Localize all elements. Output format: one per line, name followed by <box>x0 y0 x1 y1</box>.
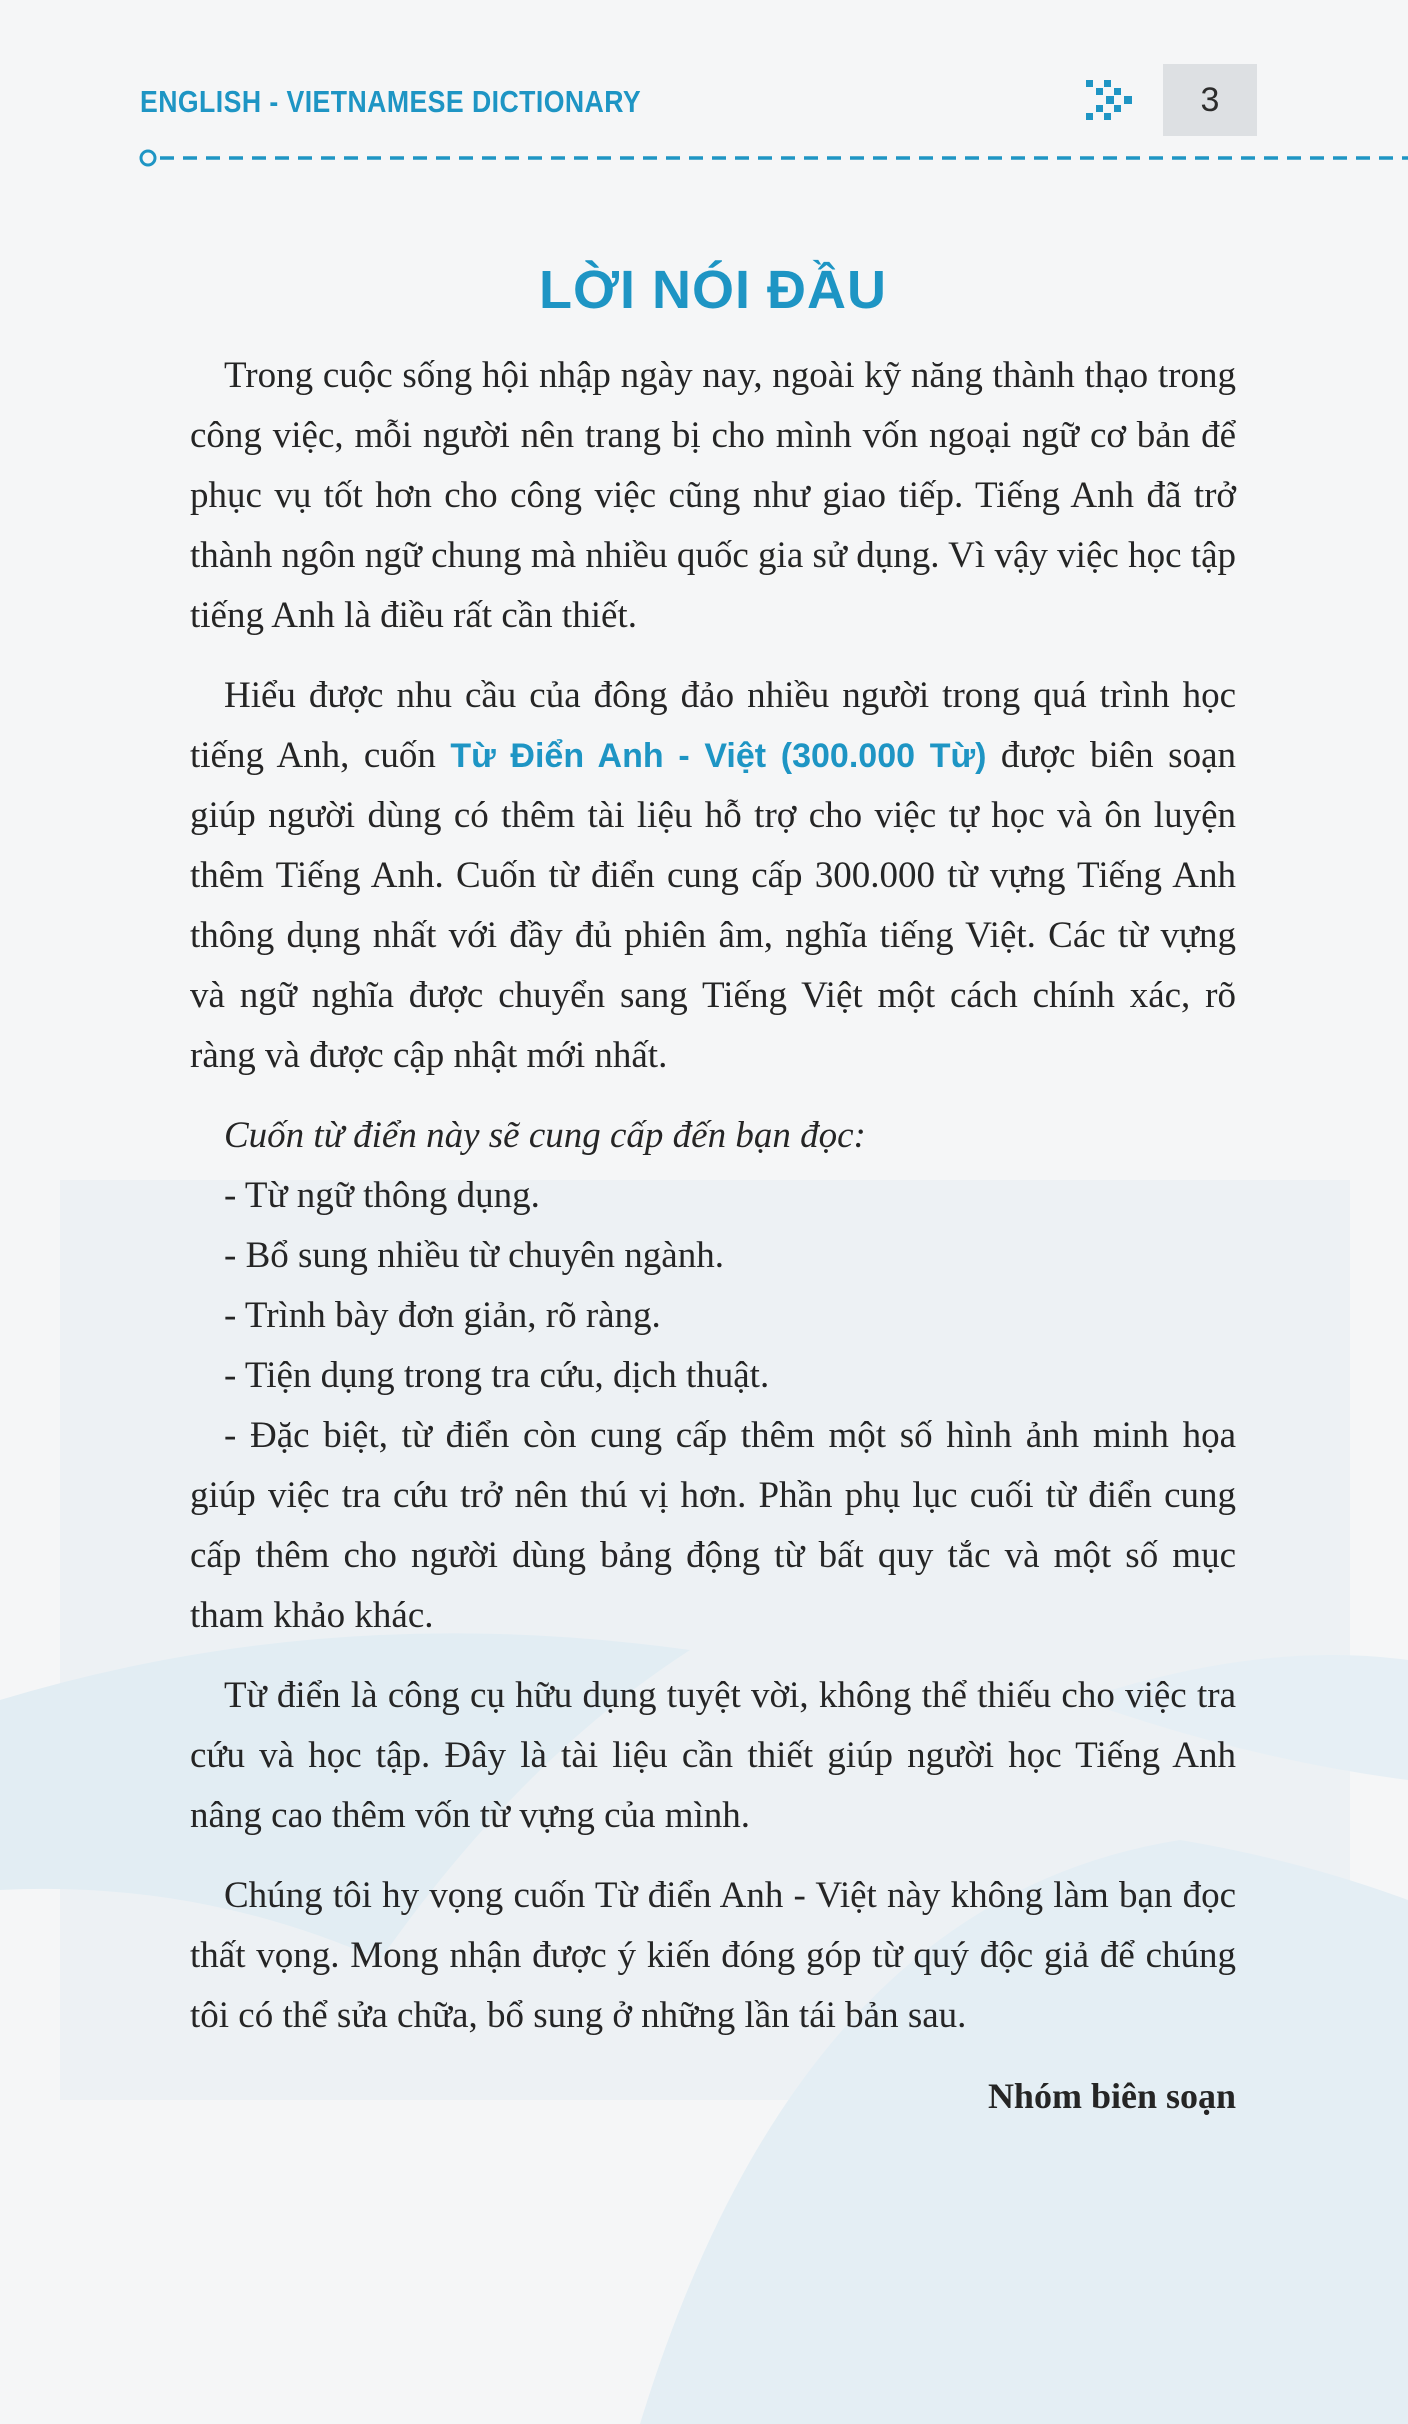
running-title: ENGLISH - VIETNAMESE DICTIONARY <box>140 84 642 119</box>
list-item: - Trình bày đơn giản, rõ ràng. <box>224 1295 661 1336</box>
intro-paragraph: Trong cuộc sống hội nhập ngày nay, ngoài kỹ năng thành thạo trong công việc, mỗi người nên trang bị cho mình vốn ngoại ngữ cơ bản để phục vụ tốt hơn cho công việc cũng như giao tiếp. Tiếng Anh đã trở thành ngôn ngữ chung mà nhiều quốc gia sử dụng. Vì vậy việc học tập tiếng Anh là điều rất cần thiết. <box>190 355 1236 636</box>
closing-paragraph: Chúng tôi hy vọng cuốn Từ điển Anh - Việt này không làm bạn đọc thất vọng. Mong nhận được ý kiến đóng góp từ quý độc giả để chúng tôi có thể sửa chữa, bổ sung ở những lần tái bản sau. <box>190 1875 1236 2036</box>
features-list <box>190 1166 1236 1646</box>
header-dashed-rule <box>138 148 1408 168</box>
chevrons-right-icon <box>1086 78 1136 122</box>
dictionary-description-paragraph <box>190 666 1236 1086</box>
signature: Nhóm biên soạn <box>987 2076 1236 2116</box>
page-header <box>0 0 1408 180</box>
paragraph-text-end: được biên soạn giúp người dùng có thêm tài liệu hỗ trợ cho việc tự học và ôn luyện thêm Tiếng Anh. Cuốn từ điển cung cấp 300.000 từ vựng Tiếng Anh thông dụng nhất với đầy đủ phiên âm, nghĩa tiếng Việt. Các từ vựng và ngữ nghĩa được chuyển sang Tiếng Việt một cách chính xác, rõ ràng và được cập nhật mới nhất. <box>190 735 1236 1076</box>
list-item: - Tiện dụng trong tra cứu, dịch thuật. <box>224 1355 770 1396</box>
page-number-box <box>1163 64 1257 136</box>
features-intro: Cuốn từ điển này sẽ cung cấp đến bạn đọc: <box>224 1115 866 1156</box>
dictionary-title-highlight: Từ Điển Anh - Việt (300.000 Từ) <box>450 737 987 775</box>
list-item: - Đặc biệt, từ điển còn cung cấp thêm một số hình ảnh minh họa giúp việc tra cứu trở nên thú vị hơn. Phần phụ lục cuối từ điển cung cấp thêm cho người dùng bảng động từ bất quy tắc và một số mục tham khảo khác. <box>190 1415 1236 1636</box>
paragraph-text-start: Hiểu được nhu cầu của đông đảo nhiều người trong quá trình học tiếng Anh, cuốn <box>190 675 1236 776</box>
preface-content <box>190 252 1236 2126</box>
list-item: - Từ ngữ thông dụng. <box>224 1175 540 1216</box>
usefulness-paragraph: Từ điển là công cụ hữu dụng tuyệt vời, không thể thiếu cho việc tra cứu và học tập. Đây là tài liệu cần thiết giúp người học Tiếng Anh nâng cao thêm vốn từ vựng của mình. <box>190 1675 1236 1836</box>
list-item: - Bổ sung nhiều từ chuyên ngành. <box>224 1235 724 1276</box>
preface-title: LỜI NÓI ĐẦU <box>538 260 888 320</box>
page-number: 3 <box>1200 81 1220 119</box>
